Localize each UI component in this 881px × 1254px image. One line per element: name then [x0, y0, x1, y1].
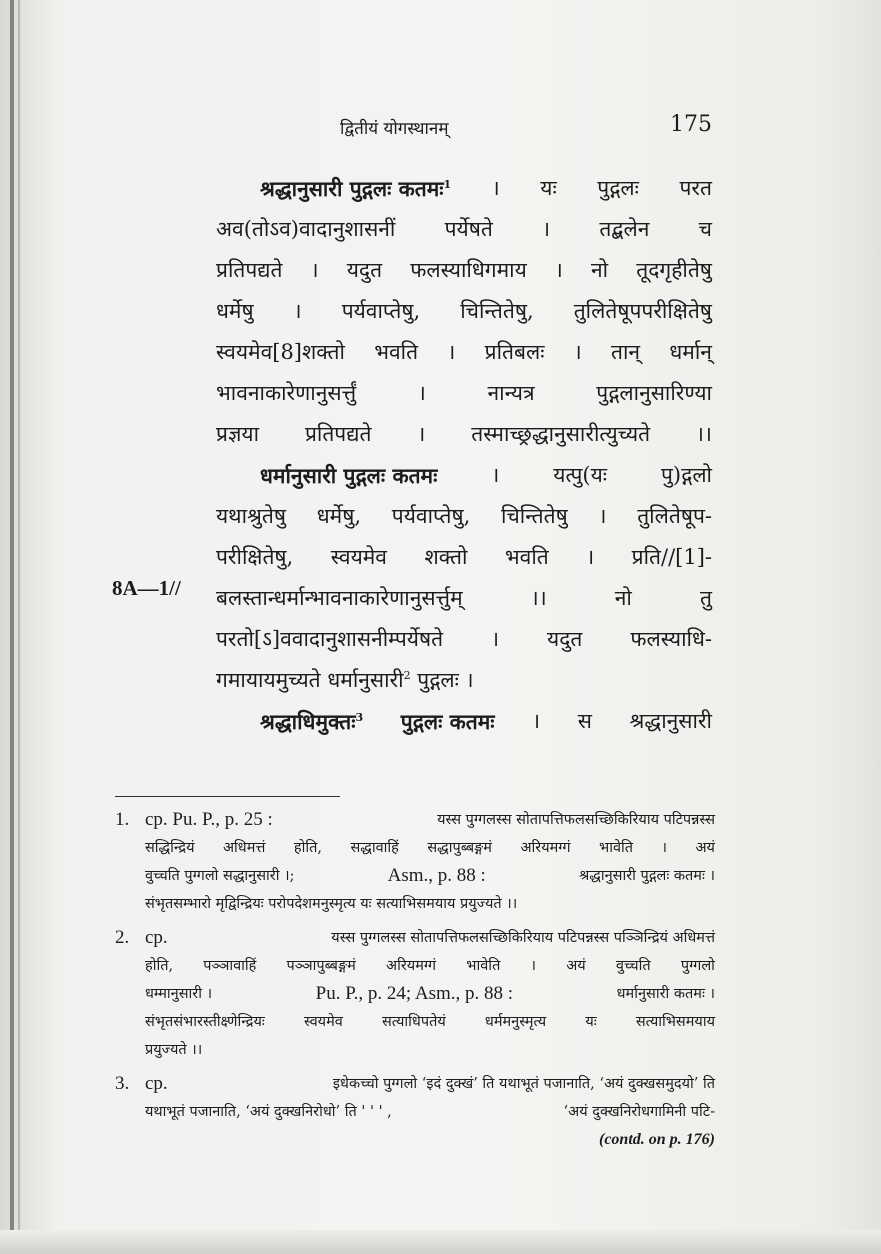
word: होति,	[293, 840, 322, 856]
text-line	[216, 660, 712, 701]
word: सत्याभिसमयाय	[635, 1014, 715, 1030]
word: परीक्षितेषु,	[216, 545, 294, 569]
footnote-line	[145, 834, 715, 862]
word: ।	[465, 668, 474, 692]
word: प्रतिपद्यते	[216, 258, 283, 282]
citation: cp.	[145, 1073, 168, 1094]
footnotes	[115, 806, 715, 1160]
word: गमायायमुच्यते	[216, 668, 321, 692]
word: संभृतसंभारस्तीक्ष्णेन्द्रियः	[145, 1014, 265, 1030]
text-line	[216, 332, 712, 373]
word: ।	[310, 258, 319, 282]
word: प्रयुज्यते ।।	[145, 1042, 203, 1058]
word: वुच्चति	[615, 958, 651, 974]
footnote-line	[145, 980, 715, 1008]
footnote-line	[145, 924, 715, 952]
citation: cp.	[145, 927, 168, 948]
text-line	[216, 250, 712, 291]
text-line	[216, 414, 712, 455]
word: यः	[585, 1014, 597, 1030]
page-number: 175	[670, 112, 712, 137]
word: होति,	[145, 958, 174, 974]
citation: Pu. P., p. 24; Asm., p. 88 :	[315, 983, 514, 1004]
word: पुद्गलानुसारिण्या	[596, 381, 712, 405]
word: परत	[679, 176, 712, 200]
footnote-line	[145, 890, 715, 918]
footnote-line	[145, 1008, 715, 1036]
word: अयं	[566, 958, 586, 974]
word: श्रद्धानुसारी पुद्गलः कतमः ।	[579, 868, 715, 884]
word: प्रतिबलः	[484, 340, 545, 364]
heading-term: श्रद्धाधिमुक्तः	[260, 709, 356, 734]
word: तुलितेषूपपरीक्षितेषु	[573, 299, 712, 323]
binding-shadow	[10, 0, 14, 1230]
footnote-line	[145, 806, 715, 834]
word: ।	[417, 422, 426, 446]
text-line	[216, 291, 712, 332]
main-text	[216, 168, 712, 742]
footnote-ref: 2	[403, 669, 411, 682]
word: अरियमग्गं	[520, 840, 571, 856]
word: संभृतसम्भारो मृद्विन्द्रियः परोपदेशमनुस्मृत्य यः सत्याभिसमयाय प्रयुज्यते ।।	[145, 896, 518, 912]
word: ।	[417, 381, 426, 405]
word: प्रति//[1]-	[631, 545, 712, 569]
footnote-number: 3.	[115, 1073, 130, 1094]
footnote-line	[145, 1070, 715, 1098]
heading-term: पुद्गलः कतमः	[400, 709, 495, 734]
word: ।	[447, 340, 456, 364]
word: अयं	[695, 840, 715, 856]
text-line	[216, 578, 712, 619]
word: यत्पु(यः	[553, 463, 608, 487]
continued-note: (contd. on p. 176)	[599, 1131, 715, 1148]
word: तान्	[611, 340, 641, 364]
word: नो	[591, 258, 609, 282]
word: सद्धापुब्बङ्गमं	[427, 840, 492, 856]
word: नान्यत्र	[487, 381, 535, 405]
word: ।	[661, 840, 668, 856]
word: श्रद्धानुसारी	[629, 709, 712, 733]
word: अधिमत्तं	[222, 840, 266, 856]
page-header	[340, 112, 712, 142]
word: अव(तोऽव)वादानुशासनीं	[216, 217, 396, 241]
word: ।।	[696, 422, 712, 446]
running-title: द्वितीयं योगस्थानम्	[340, 119, 449, 139]
word: यस्स पुग्गलस्स सोतापत्तिफलसच्छिकिरियाय पटिपन्नस्स पञ्ञिन्द्रियं अधिमत्तं	[331, 930, 715, 946]
word: च	[698, 217, 712, 241]
word: धर्ममनुस्मृत्य	[484, 1014, 547, 1030]
text-line	[216, 701, 712, 742]
heading-term: धर्मानुसारी पुद्गलः कतमः	[260, 463, 438, 488]
word: तस्माच्छ्रद्धानुसारीत्युच्यते	[471, 422, 651, 446]
word: भावनाकारेणानुसर्त्तुं	[216, 381, 357, 405]
footnote	[115, 806, 715, 918]
word: धम्मानुसारी ।	[145, 986, 213, 1002]
text-line	[216, 496, 712, 537]
word: यथाभूतं पजानाति, ‘अयं दुक्खनिरोधो’ ति ' ' ' ,	[145, 1104, 392, 1120]
word: स	[577, 709, 592, 733]
word: पुद्गलः	[597, 176, 639, 200]
word: तु	[699, 586, 712, 610]
word: धर्मेषु,	[316, 504, 362, 528]
footnote	[115, 924, 715, 1064]
word: ।	[573, 340, 582, 364]
word: भावेति	[599, 840, 634, 856]
word: धर्मेषु	[216, 299, 254, 323]
word: ।	[554, 258, 563, 282]
word: स्वयमेव[8]शक्तो	[216, 340, 345, 364]
word: पुग्गलो	[680, 958, 715, 974]
word: पर्यवाप्तेषु,	[391, 504, 471, 528]
word: धर्मान्	[669, 340, 712, 364]
word: सद्धिन्द्रियं	[145, 840, 195, 856]
footnote-line	[145, 1098, 715, 1126]
footnote-rule	[115, 796, 340, 797]
word: परतो[ऽ]ववादानुशासनीम्पर्येषते	[216, 627, 444, 651]
footnote-line	[145, 862, 715, 890]
word: पुद्गलः	[417, 668, 459, 692]
word: पर्येषते	[444, 217, 493, 241]
text-line	[216, 373, 712, 414]
word: पञ्ञापुब्बङ्गमं	[286, 958, 356, 974]
citation: cp. Pu. P., p. 25 :	[145, 809, 273, 830]
word: ‘अयं दुक्खनिरोधगामिनी पटि-	[563, 1104, 715, 1120]
word: ।	[491, 627, 500, 651]
footnote-line	[145, 1036, 715, 1064]
heading-term: श्रद्धानुसारी पुद्गलः कतमः	[260, 176, 444, 201]
word: चिन्तितेषु	[501, 504, 568, 528]
footnote	[115, 1070, 715, 1154]
word: तद्बलेन	[599, 217, 650, 241]
word: तूदगृहीतेषु	[636, 258, 712, 282]
word: धर्मानुसारी कतमः ।	[616, 986, 715, 1002]
text-line	[216, 168, 712, 209]
word: पर्यवाप्तेषु,	[341, 299, 421, 323]
citation: Asm., p. 88 :	[387, 865, 486, 886]
page-bottom-edge	[0, 1230, 881, 1254]
word: नो	[614, 586, 632, 610]
word: वुच्चति पुग्गलो सद्धानुसारी ।;	[145, 868, 295, 884]
word: यदुत	[346, 258, 383, 282]
word: ।	[530, 958, 537, 974]
word: ।	[586, 545, 595, 569]
word: अरियमग्गं	[386, 958, 437, 974]
word: ।	[542, 217, 551, 241]
word: ।	[293, 299, 302, 323]
word: ।।	[530, 586, 547, 610]
footnote-number: 1.	[115, 809, 130, 830]
word: भवति	[374, 340, 419, 364]
word: पञ्ञावाहिं	[203, 958, 257, 974]
binding-shadow-inner	[18, 0, 20, 1230]
word: बलस्तान्धर्मान्भावनाकारेणानुसर्त्तुम्	[216, 586, 463, 610]
word: इधेकच्चो पुग्गलो ‘इदं दुक्खं’ ति यथाभूतं पजानाति, ‘अयं दुक्खसमुदयो’ ति	[332, 1076, 715, 1092]
word: यः	[540, 176, 557, 200]
word: धर्मानुसारी	[327, 668, 404, 692]
word: भवति	[504, 545, 549, 569]
word: चिन्तितेषु,	[460, 299, 534, 323]
word: सत्याधिपतेयं	[382, 1014, 446, 1030]
text-line	[216, 455, 712, 496]
word: सद्धावाहिं	[350, 840, 399, 856]
word: फलस्याधि-	[630, 627, 712, 651]
word: यदुत	[547, 627, 583, 651]
manuscript-folio-reference: 8A—1//	[112, 576, 181, 600]
text-line	[216, 537, 712, 578]
word: यथाश्रुतेषु	[216, 504, 287, 528]
word: ।	[491, 463, 500, 487]
word: स्वयमेव	[330, 545, 387, 569]
word: प्रज्ञया	[216, 422, 260, 446]
word: ।	[491, 176, 500, 200]
text-line	[216, 619, 712, 660]
word: प्रतिपद्यते	[304, 422, 372, 446]
word: पु)द्गलो	[661, 463, 712, 487]
word: फलस्याधिगमाय	[410, 258, 527, 282]
word: स्वयमेव	[303, 1014, 343, 1030]
word: ।	[598, 504, 607, 528]
word: शक्तो	[424, 545, 468, 569]
word: यस्स पुग्गलस्स सोतापत्तिफलसच्छिकिरियाय पटिपन्नस्स	[437, 812, 715, 828]
word: भावेति	[466, 958, 501, 974]
word: तुलितेषूप-	[637, 504, 712, 528]
word: ।	[532, 709, 541, 733]
footnote-number: 2.	[115, 927, 130, 948]
footnote-ref: 1	[443, 178, 452, 191]
footnote-ref: 3	[355, 711, 364, 724]
text-line	[216, 209, 712, 250]
footnote-line	[145, 952, 715, 980]
